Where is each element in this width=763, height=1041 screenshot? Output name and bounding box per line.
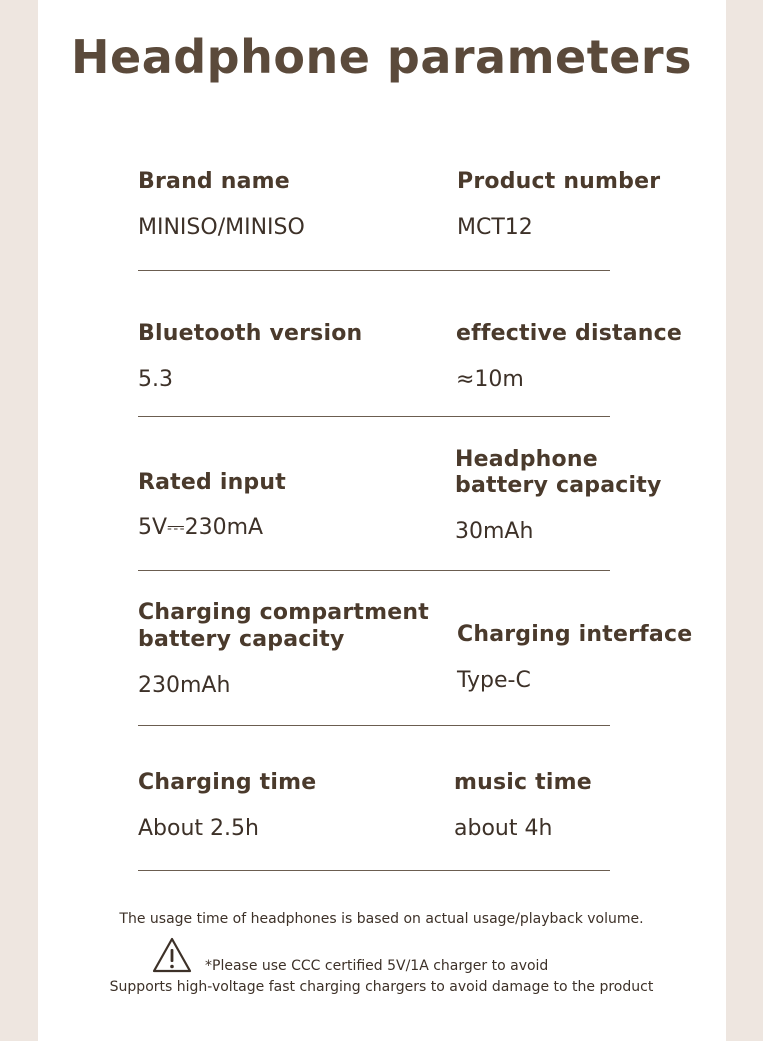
warning-note-line1: *Please use CCC certified 5V/1A charger to avoid xyxy=(205,958,549,974)
rated-input-value: 5V⎓230mA xyxy=(138,515,264,540)
charging-time-label: Charging time xyxy=(138,770,317,795)
compartment-battery-value: 230mAh xyxy=(138,673,231,698)
divider xyxy=(138,870,610,871)
brand-name-label: Brand name xyxy=(138,169,290,194)
usage-note: The usage time of headphones is based on actual usage/playback volume. xyxy=(119,911,644,927)
product-number-value: MCT12 xyxy=(457,215,533,240)
divider xyxy=(138,416,610,417)
music-time-label: music time xyxy=(454,770,592,795)
divider xyxy=(138,570,610,571)
charging-interface-label: Charging interface xyxy=(457,622,693,647)
bluetooth-version-label: Bluetooth version xyxy=(138,321,363,346)
music-time-value: about 4h xyxy=(454,816,553,841)
headphone-battery-value: 30mAh xyxy=(455,519,534,544)
brand-name-value: MINISO/MINISO xyxy=(138,215,305,240)
headphone-battery-label-line2: battery capacity xyxy=(455,473,662,498)
divider xyxy=(138,725,610,726)
compartment-battery-label-line1: Charging compartment xyxy=(138,600,429,625)
charging-time-value: About 2.5h xyxy=(138,816,259,841)
headphone-battery-label-line1: Headphone xyxy=(455,447,598,472)
effective-distance-label: effective distance xyxy=(456,321,682,346)
divider xyxy=(138,270,610,271)
rated-input-label: Rated input xyxy=(138,470,286,495)
page-title: Headphone parameters xyxy=(71,30,692,84)
warning-note-line2: Supports high-voltage fast charging chargers to avoid damage to the product xyxy=(109,979,654,995)
charging-interface-value: Type-C xyxy=(457,668,531,693)
compartment-battery-label-line2: battery capacity xyxy=(138,627,345,652)
effective-distance-value: ≈10m xyxy=(456,367,524,392)
bluetooth-version-value: 5.3 xyxy=(138,367,173,392)
product-number-label: Product number xyxy=(457,169,661,194)
warning-triangle-icon xyxy=(152,937,192,973)
